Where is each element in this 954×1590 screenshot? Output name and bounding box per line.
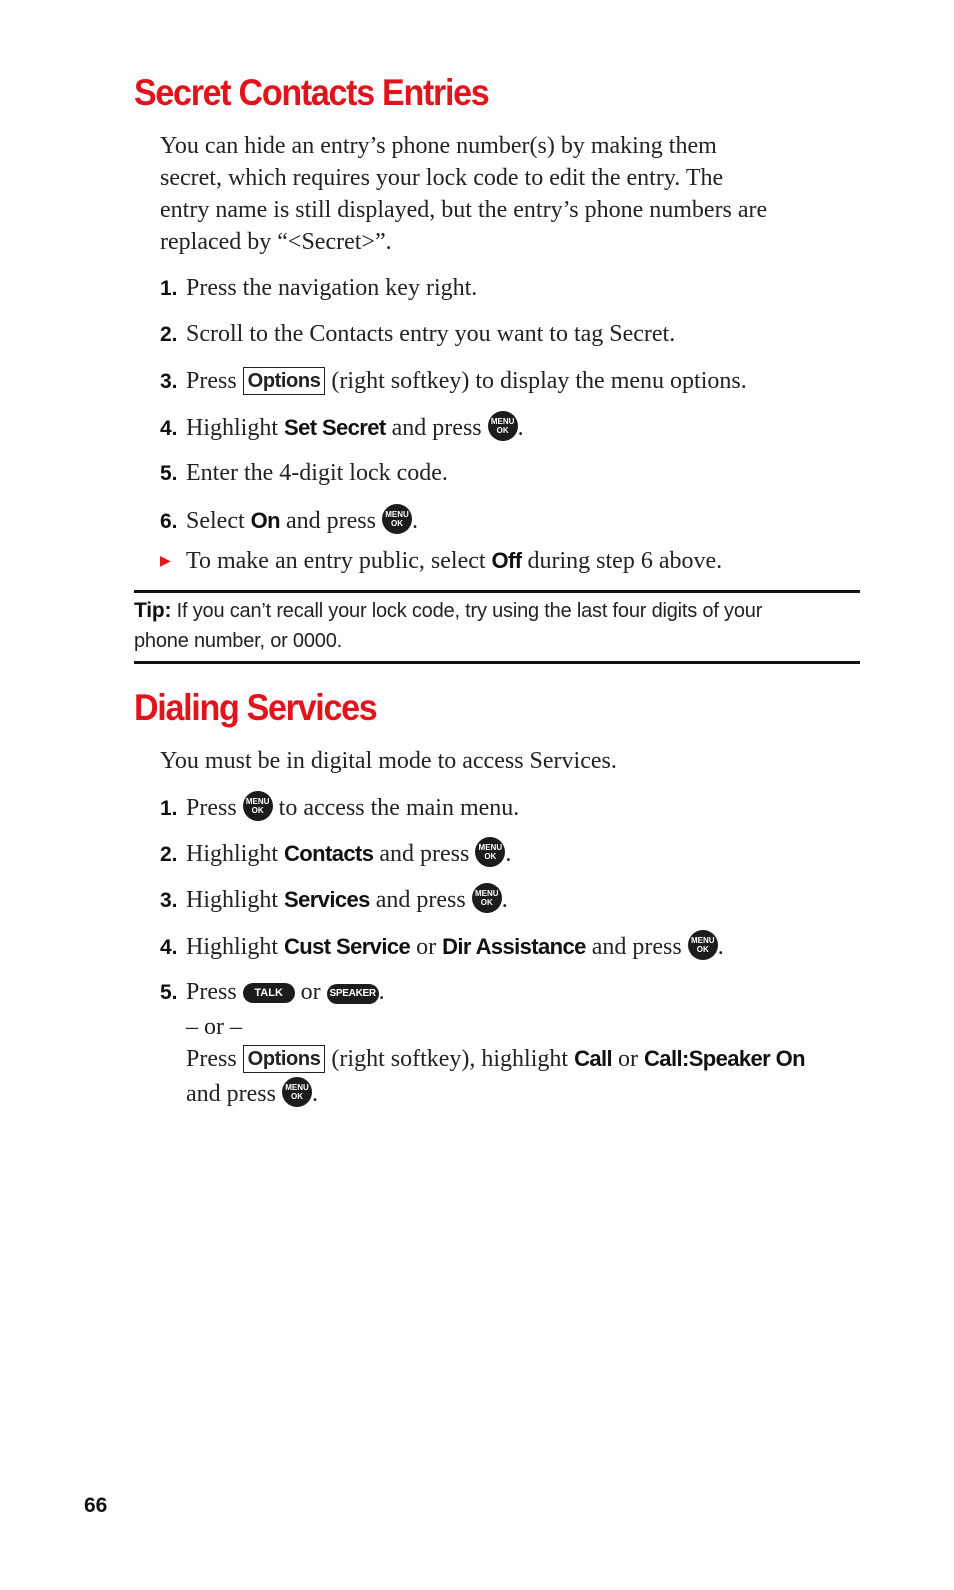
section-title-dialing-services: Dialing Services	[134, 687, 377, 728]
tip-text: If you can’t recall your lock code, try using the last four digits of your	[176, 600, 763, 622]
step-2: 2. Highlight Contacts and press MENU OK .	[160, 837, 511, 871]
step-4: 4. Highlight Set Secret and press MENU OK .	[160, 411, 524, 445]
step-text: or	[612, 1046, 645, 1072]
step-5	[160, 457, 448, 490]
keyword-dir-assistance: Dir Assistance	[442, 934, 586, 959]
menu-ok-key-icon: MENU OK	[382, 504, 412, 534]
step-text: or	[410, 934, 443, 960]
menu-ok-key-icon: MENU OK	[688, 930, 718, 960]
or-separator: – or –	[186, 1014, 242, 1040]
step-3: 3. Highlight Services and press MENU OK .	[160, 883, 508, 917]
step-number: 2.	[160, 323, 178, 346]
step-text: and press	[585, 934, 688, 960]
options-softkey: Options	[243, 367, 326, 395]
menu-ok-key-icon: MENU OK	[282, 1077, 312, 1107]
step-text: Press	[186, 1046, 243, 1072]
step-text: and press	[369, 887, 472, 913]
step-1	[160, 791, 519, 825]
step-number: 3.	[160, 889, 178, 912]
keyword-on: On	[250, 508, 280, 533]
step-text: Highlight	[186, 887, 285, 913]
keyword-off: Off	[491, 548, 522, 573]
intro-line: You can hide an entry’s phone number(s) by making them	[160, 133, 717, 159]
triangle-bullet-icon: ▶	[160, 554, 171, 569]
step-1	[160, 272, 477, 305]
note-text: To make an entry public, select	[186, 548, 492, 574]
intro-line: secret, which requires your lock code to edit the entry. The	[160, 165, 724, 191]
step-2	[160, 318, 675, 351]
step-number: 5.	[160, 981, 178, 1004]
step-text: and press	[186, 1081, 282, 1107]
tip-box	[134, 596, 864, 656]
menu-ok-key-icon: MENU OK	[243, 791, 273, 821]
tip-bottom-divider	[134, 661, 860, 664]
keyword-set-secret: Set Secret	[284, 415, 386, 440]
step-number: 6.	[160, 510, 178, 533]
alt-instruction-line2: and press MENU OK .	[186, 1077, 318, 1110]
intro-text: You must be in digital mode to access Services.	[160, 748, 617, 774]
step-text: Press the navigation key right.	[186, 275, 478, 301]
intro-line: replaced by “<Secret>”.	[160, 229, 392, 255]
tip-text: phone number, or 0000.	[134, 630, 342, 652]
step-6: 6. Select On and press MENU OK .	[160, 504, 418, 538]
menu-ok-key-icon: MENU OK	[472, 883, 502, 913]
step-text: to access the main menu.	[272, 795, 520, 821]
step-text: Select	[186, 508, 251, 534]
step-text: Highlight	[186, 841, 285, 867]
options-softkey: Options	[243, 1045, 326, 1073]
intro-line: entry name is still displayed, but the entry’s phone numbers are	[160, 197, 768, 223]
step-text: and press	[373, 841, 476, 867]
step-number: 2.	[160, 843, 178, 866]
step-number: 4.	[160, 417, 178, 440]
step-text: Enter the 4-digit lock code.	[186, 460, 448, 486]
step-text: Press	[186, 979, 243, 1005]
step-text: Highlight	[186, 934, 285, 960]
step-text: Press	[186, 795, 243, 821]
step-text: Scroll to the Contacts entry you want to tag Secret.	[186, 321, 676, 347]
talk-key-icon: TALK	[243, 983, 295, 1003]
keyword-cust-service: Cust Service	[284, 934, 411, 959]
step-number: 4.	[160, 936, 178, 959]
step-text: Press	[186, 368, 243, 394]
menu-ok-key-icon: MENU OK	[488, 411, 518, 441]
step-text: and press	[385, 415, 488, 441]
page-number: 66	[84, 1494, 108, 1517]
step-3	[160, 365, 747, 398]
intro-paragraph	[160, 130, 860, 258]
step-number: 1.	[160, 277, 178, 300]
keyword-contacts: Contacts	[284, 841, 374, 866]
step-5: 5. Press TALK or SPEAKER .	[160, 976, 385, 1009]
keyword-call: Call	[574, 1046, 613, 1071]
keyword-services: Services	[284, 887, 370, 912]
step-text: or	[294, 979, 327, 1005]
step-text: and press	[280, 508, 382, 534]
section-title-secret-contacts: Secret Contacts Entries	[134, 72, 489, 113]
step-4: 4. Highlight Cust Service or Dir Assistance and press MENU OK .	[160, 930, 724, 964]
speaker-key-icon: SPEAKER	[327, 984, 379, 1004]
note-bullet	[160, 545, 722, 578]
step-text: (right softkey) to display the menu options.	[325, 368, 747, 394]
step-text: Highlight	[186, 415, 285, 441]
note-text: during step 6 above.	[521, 548, 723, 574]
tip-label: Tip:	[134, 599, 172, 622]
alt-instruction-line1	[186, 1043, 805, 1075]
menu-ok-key-icon: MENU OK	[475, 837, 505, 867]
intro-paragraph	[160, 745, 617, 777]
keyword-call-speaker-on: Call:Speaker On	[644, 1046, 805, 1071]
step-number: 3.	[160, 370, 178, 393]
step-number: 5.	[160, 462, 178, 485]
tip-top-divider	[134, 590, 860, 593]
step-text: (right softkey), highlight	[325, 1046, 575, 1072]
step-number: 1.	[160, 797, 178, 820]
